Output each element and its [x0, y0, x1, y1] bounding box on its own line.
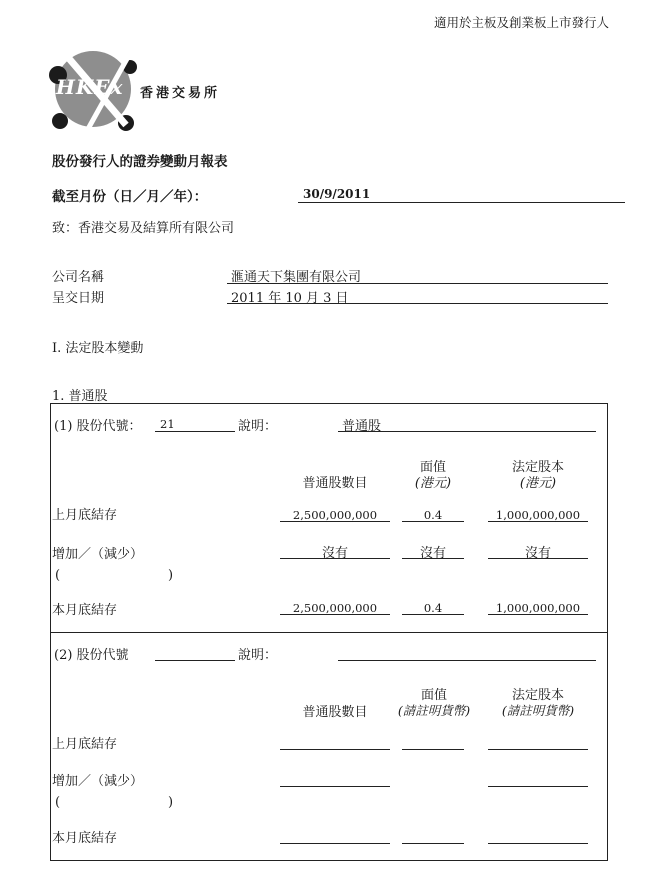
block1-end-shares: 2,500,000,000	[292, 601, 378, 615]
subsection-title: 1. 普通股	[52, 389, 108, 404]
block1-prev-capital-line	[488, 521, 588, 522]
block1-col-capital-unit: (港元)	[519, 476, 557, 491]
block1-desc-underline	[338, 431, 596, 432]
block1-paren-open: (	[55, 568, 61, 583]
company-name-label: 公司名稱	[52, 270, 105, 285]
period-underline	[298, 202, 625, 203]
block1-end-shares-line	[280, 614, 390, 615]
block1-change-shares-line	[280, 558, 390, 559]
block2-code-label: (2) 股份代號	[54, 648, 129, 663]
block-divider	[50, 632, 608, 633]
company-name-value: 滙通天下集團有限公司	[231, 270, 362, 285]
block2-desc-label: 說明：	[238, 648, 278, 663]
to-line: 致：香港交易及結算所有限公司	[52, 221, 235, 236]
block1-prev-capital: 1,000,000,000	[495, 508, 581, 522]
block2-row-prev: 上月底結存	[52, 737, 118, 752]
block2-code-input[interactable]	[155, 660, 235, 661]
block1-col-capital: 法定股本	[511, 460, 564, 475]
block1-desc-label: 說明：	[238, 419, 278, 434]
block1-change-shares: 沒有	[321, 546, 348, 561]
submit-date-label: 呈交日期	[52, 291, 105, 306]
block1-end-par-line	[402, 614, 464, 615]
block2-col-par: 面值	[420, 688, 447, 703]
block1-prev-shares-line	[280, 521, 390, 522]
period-label: 截至月份（日／月／年）：	[52, 189, 208, 205]
block1-end-capital-line	[488, 614, 588, 615]
header-note: 適用於主板及創業板上市發行人	[434, 15, 610, 30]
block1-code-value: 21	[160, 417, 175, 431]
block2-col-capital: 法定股本	[511, 688, 564, 703]
submit-date-underline	[227, 303, 608, 304]
logo-name: 香港交易所	[140, 86, 221, 101]
block2-row-end: 本月底結存	[52, 831, 118, 846]
block2-end-par-input[interactable]	[402, 843, 464, 844]
block2-change-capital-input[interactable]	[488, 786, 588, 787]
block2-prev-par-input[interactable]	[402, 749, 464, 750]
block1-change-par: 沒有	[419, 546, 446, 561]
block2-col-par-unit: (請註明貨幣)	[397, 703, 471, 718]
block1-change-capital-line	[488, 558, 588, 559]
block1-prev-shares: 2,500,000,000	[292, 508, 378, 522]
logo-mark: HKEx	[56, 75, 124, 99]
block2-col-shares: 普通股數目	[302, 705, 368, 720]
block1-desc-value: 普通股	[342, 419, 382, 434]
block1-change-par-line	[402, 558, 464, 559]
form-title: 股份發行人的證券變動月報表	[52, 154, 228, 170]
section-title: I. 法定股本變動	[52, 341, 144, 356]
block1-code-label: (1) 股份代號：	[54, 419, 142, 434]
block1-end-capital: 1,000,000,000	[495, 601, 581, 615]
block2-row-change: 增加／（減少）	[52, 774, 144, 789]
block2-col-capital-unit: (請註明貨幣)	[501, 703, 575, 718]
block1-col-par: 面值	[419, 460, 446, 475]
block2-paren-close: )	[168, 795, 174, 810]
submit-date-value: 2011 年 10 月 3 日	[231, 291, 349, 306]
block1-paren-close: )	[168, 568, 174, 583]
block1-prev-par: 0.4	[423, 508, 443, 522]
block1-code-underline	[155, 431, 235, 432]
block2-paren-open: (	[55, 795, 61, 810]
period-value: 30/9/2011	[303, 187, 371, 201]
hkex-logo	[48, 45, 233, 133]
block2-end-shares-input[interactable]	[280, 843, 390, 844]
block1-prev-par-line	[402, 521, 464, 522]
company-name-underline	[227, 283, 608, 284]
block1-end-par: 0.4	[423, 601, 443, 615]
block1-col-par-unit: (港元)	[414, 476, 452, 491]
block1-row-end: 本月底結存	[52, 603, 118, 618]
block1-row-change: 增加／（減少）	[52, 547, 144, 562]
block1-change-capital: 沒有	[524, 546, 551, 561]
block2-desc-input[interactable]	[338, 660, 596, 661]
block2-prev-capital-input[interactable]	[488, 749, 588, 750]
block2-change-shares-input[interactable]	[280, 786, 390, 787]
block2-end-capital-input[interactable]	[488, 843, 588, 844]
block1-col-shares: 普通股數目	[302, 476, 368, 491]
block2-prev-shares-input[interactable]	[280, 749, 390, 750]
block1-row-prev: 上月底結存	[52, 508, 118, 523]
